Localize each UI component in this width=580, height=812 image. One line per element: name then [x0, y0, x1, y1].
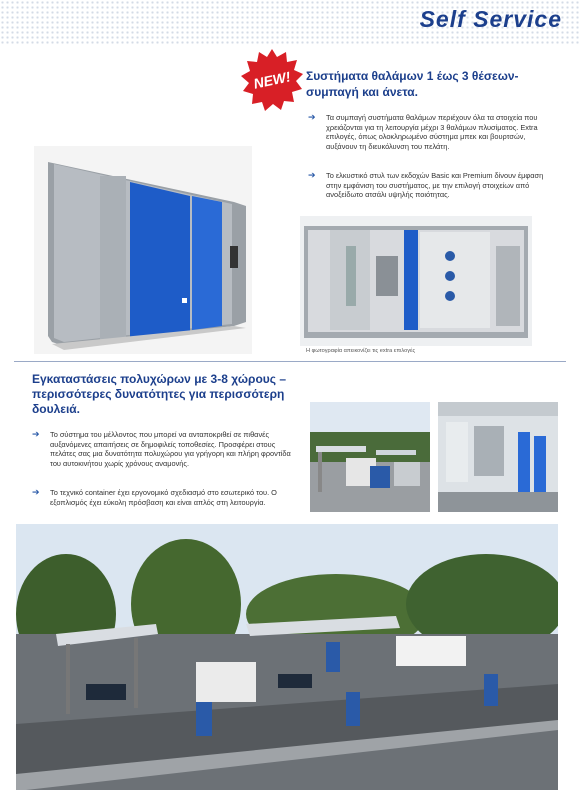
section2-title: Εγκαταστάσεις πολυχώρων με 3-8 χώρους – περισσότερες δυνατότητες για περισσότερη δουλειά. — [32, 372, 287, 416]
arrow-icon: ➔ — [32, 487, 40, 497]
new-badge — [240, 48, 304, 112]
multibay-exterior-photo — [310, 402, 430, 512]
section1-title: Συστήματα θαλάμων 1 έως 3 θέσεων- συμπαγή και άνετα. — [306, 69, 519, 99]
section2-bullet-1 — [32, 429, 296, 468]
cabinet-photo — [34, 146, 252, 354]
arrow-icon: ➔ — [308, 112, 316, 122]
open-container-photo — [300, 216, 532, 346]
section1-bullet-2-text: Το ελκυστικό στυλ των εκδοχών Basic και Premium δίνουν έμφαση στην εμφάνιση του συστήματος, με την επιλογή στοιχείων από ανοξείδωτο ατσάλι υψηλής ποιότητας. — [326, 171, 544, 200]
section1-bullet-1-text: Τα συμπαγή συστήματα θαλάμων περιέχουν όλα τα στοιχεία που χρειάζονται για τη λειτουργία μέχρι 3 θαλάμων πλυσίματος. Extra επιλογές, όπως ολοκληρωμένο σύστημα μπεκ και βουρτσών, αυξάνουν τη διευκόλυνση του πελάτη. — [326, 113, 538, 151]
arrow-icon: ➔ — [32, 429, 40, 439]
carwash-site-photo — [16, 524, 558, 790]
section2-bullet-2 — [32, 487, 296, 507]
section2-bullet-2-text: Το τεχνικό container έχει εργονομικό σχεδιασμό στο εσωτερικό του. Ο εξοπλισμός έχει εύκολη πρόσβαση και είναι απλός στη λειτουργία. — [50, 488, 277, 507]
photo-caption: Η φωτογραφία απεικονίζει τις extra επιλογές — [306, 348, 416, 354]
multibay-interior-photo — [438, 402, 558, 512]
section-divider — [14, 361, 566, 362]
arrow-icon: ➔ — [308, 170, 316, 180]
section1-bullet-1 — [308, 112, 558, 151]
section1-bullet-2 — [308, 170, 558, 200]
page-title: Self Service — [419, 6, 562, 32]
header-band — [0, 0, 580, 44]
new-badge-text: NEW! — [252, 68, 292, 92]
section2-bullet-1-text: Το σύστημα του μέλλοντος που μπορεί να ανταποκριθεί σε πιθανές αυξανόμενες απαιτήσεις σε δημοφιλείς τοποθεσίες. Προσφέρει στους πελάτες σας μια δυνατότητα πολυχώρου για γρήγορη και πλήρη φροντίδα του αυτοκινήτου χωρίς χρόνους αναμονής. — [50, 430, 291, 468]
